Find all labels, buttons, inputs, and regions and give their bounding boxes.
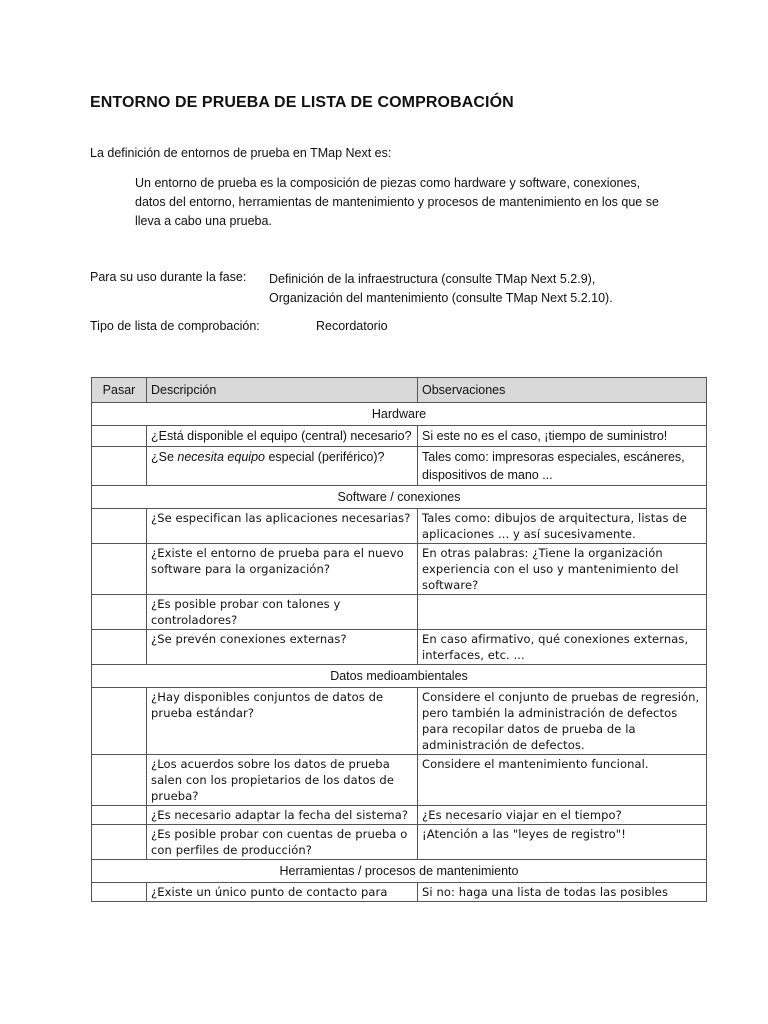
header-pasar: Pasar (92, 378, 147, 403)
description-cell: ¿Existe un único punto de contacto para (147, 883, 418, 902)
table-row (92, 755, 707, 806)
observation-cell: Considere el conjunto de pruebas de regresión, pero también la administración de defectos para recopilar datos de prueba de la administración de defectos. (418, 688, 707, 755)
description-cell: ¿Se especifican las aplicaciones necesarias? (147, 509, 418, 544)
phase-label: Para su uso durante la fase: (90, 270, 247, 284)
section-title: Software / conexiones (92, 486, 707, 509)
definition-line: datos del entorno, herramientas de mantenimiento y procesos de mantenimiento en los que se (135, 195, 659, 209)
section-row-hardware (92, 403, 707, 426)
table-row (92, 544, 707, 595)
section-title: Herramientas / procesos de mantenimiento (92, 860, 707, 883)
definition-line: Un entorno de prueba es la composición de piezas como hardware y software, conexiones, (135, 176, 641, 190)
pasar-cell[interactable] (92, 688, 147, 755)
document-title: ENTORNO DE PRUEBA DE LISTA DE COMPROBACIÓN (90, 94, 514, 111)
phase-value: Definición de la infraestructura (consulte TMap Next 5.2.9), (269, 272, 596, 286)
description-prefix: ¿Se (151, 450, 178, 464)
observation-cell: Si este no es el caso, ¡tiempo de suministro! (418, 426, 707, 447)
pasar-cell[interactable] (92, 595, 147, 630)
table-row (92, 688, 707, 755)
observation-cell: ¿Es necesario viajar en el tiempo? (418, 806, 707, 825)
pasar-cell[interactable] (92, 630, 147, 665)
description-cell: ¿Hay disponibles conjuntos de datos de prueba estándar? (147, 688, 418, 755)
checklist-type-label: Tipo de lista de comprobación: (90, 319, 260, 333)
description-italic: necesita equipo (177, 450, 265, 464)
description-suffix: especial (periférico)? (264, 450, 385, 464)
checklist-table (91, 377, 707, 902)
section-title: Hardware (92, 403, 707, 426)
table-row (92, 509, 707, 544)
pasar-cell[interactable] (92, 447, 147, 486)
observation-cell: Si no: haga una lista de todas las posibles (418, 883, 707, 902)
table-row (92, 630, 707, 665)
intro-text: La definición de entornos de prueba en TMap Next es: (90, 146, 392, 160)
header-observaciones: Observaciones (418, 378, 707, 403)
pasar-cell[interactable] (92, 426, 147, 447)
checklist-type-value: Recordatorio (316, 319, 388, 333)
phase-value: Organización del mantenimiento (consulte TMap Next 5.2.10). (269, 291, 613, 305)
section-row-software (92, 486, 707, 509)
table-row (92, 447, 707, 486)
table-row (92, 806, 707, 825)
description-cell (147, 447, 418, 486)
phase-values (269, 270, 613, 308)
description-cell: ¿Es posible probar con cuentas de prueba o con perfiles de producción? (147, 825, 418, 860)
definition-quote (135, 174, 695, 231)
table-row (92, 825, 707, 860)
observation-cell: En otras palabras: ¿Tiene la organización experiencia con el uso y mantenimiento del software? (418, 544, 707, 595)
observation-cell: ¡Atención a las "leyes de registro"! (418, 825, 707, 860)
pasar-cell[interactable] (92, 883, 147, 902)
pasar-cell[interactable] (92, 825, 147, 860)
pasar-cell[interactable] (92, 509, 147, 544)
observation-cell: Considere el mantenimiento funcional. (418, 755, 707, 806)
description-cell: ¿Está disponible el equipo (central) necesario? (147, 426, 418, 447)
pasar-cell[interactable] (92, 755, 147, 806)
table-row (92, 595, 707, 630)
table-row (92, 883, 707, 902)
section-row-datos (92, 665, 707, 688)
section-row-herramientas (92, 860, 707, 883)
observation-cell: Tales como: dibujos de arquitectura, listas de aplicaciones ... y así sucesivamente. (418, 509, 707, 544)
header-descripcion: Descripción (147, 378, 418, 403)
description-cell: ¿Es necesario adaptar la fecha del sistema? (147, 806, 418, 825)
pasar-cell[interactable] (92, 806, 147, 825)
description-cell: ¿Se prevén conexiones externas? (147, 630, 418, 665)
description-cell: ¿Es posible probar con talones y controladores? (147, 595, 418, 630)
observation-cell: Tales como: impresoras especiales, escáneres, dispositivos de mano ... (418, 447, 707, 486)
pasar-cell[interactable] (92, 544, 147, 595)
definition-line: lleva a cabo una prueba. (135, 214, 272, 228)
observation-cell (418, 595, 707, 630)
observation-cell: En caso afirmativo, qué conexiones externas, interfaces, etc. ... (418, 630, 707, 665)
table-row (92, 426, 707, 447)
section-title: Datos medioambientales (92, 665, 707, 688)
table-header-row (92, 378, 707, 403)
description-cell: ¿Los acuerdos sobre los datos de prueba salen con los propietarios de los datos de prueba? (147, 755, 418, 806)
description-cell: ¿Existe el entorno de prueba para el nuevo software para la organización? (147, 544, 418, 595)
